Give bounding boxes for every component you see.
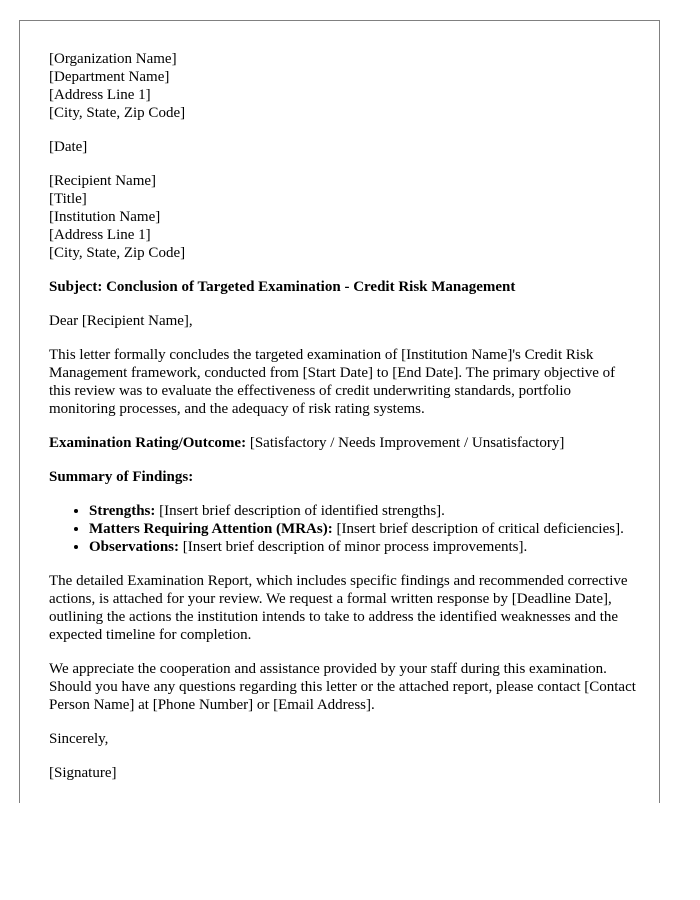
salutation: Dear [Recipient Name],	[49, 313, 193, 329]
rating-value: [Satisfactory / Needs Improvement / Unsatisfactory]	[246, 435, 565, 451]
finding-text: [Insert brief description of identified strengths].	[155, 503, 445, 519]
subject-line: Subject: Conclusion of Targeted Examination - Credit Risk Management	[49, 279, 516, 295]
findings-list	[49, 502, 639, 556]
letter-date: [Date]	[49, 139, 88, 155]
findings-heading: Summary of Findings:	[49, 469, 194, 485]
finding-item-strengths	[89, 502, 639, 520]
rating-line	[49, 434, 639, 452]
report-paragraph: The detailed Examination Report, which includes specific findings and recommended corrective actions, is attached for your review. We request a formal written response by [Deadline Date], outlining the actions the institution intends to take to address the identified weaknesses and the expected timeline for completion.	[49, 573, 628, 643]
finding-text: [Insert brief description of minor process improvements].	[179, 539, 528, 555]
sender-address	[49, 50, 639, 122]
finding-label: Matters Requiring Attention (MRAs):	[89, 521, 333, 537]
sender-department: [Department Name]	[49, 69, 170, 85]
recipient-address-line-1: [Address Line 1]	[49, 227, 151, 243]
finding-item-mras	[89, 520, 639, 538]
signature: [Signature]	[49, 765, 117, 781]
recipient-title: [Title]	[49, 191, 87, 207]
letter-content	[49, 50, 639, 798]
finding-item-observations	[89, 538, 639, 556]
rating-label: Examination Rating/Outcome:	[49, 435, 247, 451]
recipient-institution: [Institution Name]	[49, 209, 161, 225]
finding-label: Observations:	[89, 539, 179, 555]
recipient-name: [Recipient Name]	[49, 173, 157, 189]
sender-organization: [Organization Name]	[49, 51, 177, 67]
letter-page	[19, 20, 660, 803]
finding-label: Strengths:	[89, 503, 156, 519]
closing: Sincerely,	[49, 731, 109, 747]
recipient-address	[49, 172, 639, 262]
finding-text: [Insert brief description of critical deficiencies].	[332, 521, 624, 537]
sender-city-state-zip: [City, State, Zip Code]	[49, 105, 186, 121]
sender-address-line-1: [Address Line 1]	[49, 87, 151, 103]
closing-paragraph: We appreciate the cooperation and assistance provided by your staff during this examination. Should you have any questions regarding this letter or the attached report, please contact [Contact Person Name] at [Phone Number] or [Email Address].	[49, 661, 636, 713]
recipient-city-state-zip: [City, State, Zip Code]	[49, 245, 186, 261]
intro-paragraph: This letter formally concludes the targeted examination of [Institution Name]'s Credit Risk Management framework, conducted from [Start Date] to [End Date]. The primary objective of this review was to evaluate the effectiveness of credit underwriting standards, portfolio monitoring processes, and the adequacy of risk rating systems.	[49, 347, 616, 417]
